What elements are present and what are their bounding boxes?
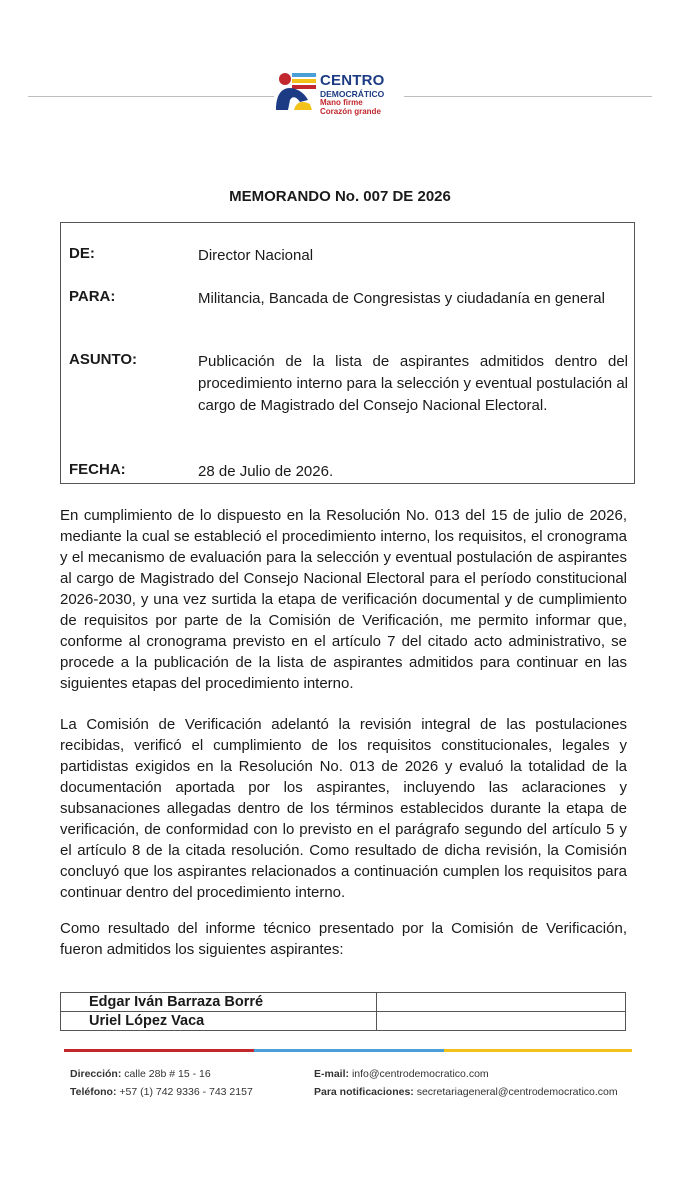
de-value: Director Nacional — [198, 247, 314, 264]
de-label: DE: — [69, 245, 95, 262]
party-logo — [274, 70, 404, 116]
para-label: PARA: — [69, 288, 116, 305]
logo-name: CENTRO — [320, 72, 385, 89]
body-paragraph-3: Como resultado del informe técnico presentado por la Comisión de Verificación, fueron admitidos los siguientes aspirantes: — [60, 920, 627, 958]
logo-slogan-1: Mano firme — [320, 98, 363, 107]
footer-phone — [70, 1086, 253, 1098]
memo-info-box — [60, 222, 635, 484]
telefono-value: +57 (1) 742 9336 - 743 2157 — [119, 1086, 253, 1098]
notificaciones-label: Para notificaciones: — [314, 1086, 414, 1098]
para-value: Militancia, Bancada de Congresistas y ciudadanía en general — [198, 290, 605, 307]
notificaciones-link[interactable]: secretariageneral@centrodemocratico.com — [416, 1086, 618, 1098]
footer-color-bar — [64, 1049, 632, 1052]
email-label: E-mail: — [314, 1068, 350, 1080]
memo-title: MEMORANDO No. 007 DE 2026 — [229, 188, 451, 205]
table-cell-empty — [377, 993, 626, 1012]
aspirante-name: Edgar Iván Barraza Borré — [61, 993, 377, 1012]
table-cell-empty — [377, 1012, 626, 1031]
party-logo-icon — [274, 70, 318, 112]
footer-email — [314, 1068, 489, 1080]
asunto-value: Publicación de la lista de aspirantes admitidos dentro del procedimiento interno para la selección y eventual postulación al cargo de Magistrado del Consejo Nacional Electoral. — [198, 353, 628, 414]
logo-slogan-2: Corazón grande — [320, 107, 381, 116]
body-paragraph-1: En cumplimiento de lo dispuesto en la Resolución No. 013 del 15 de julio de 2026, mediante la cual se estableció el procedimiento interno, los requisitos, el cronograma y el mecanismo de evaluación para la selección y eventual postulación de aspirantes al cargo de Magistrado del Consejo Nacional Electoral para el período constitucional 2026-2030, y una vez surtida la etapa de verificación documental y de cumplimiento de requisitos por parte de la Comisión de Verificación, me permito informar que, conforme al cronograma previsto en el artículo 7 del citado acto administrativo, se procede a la publicación de la lista de aspirantes admitidos para continuar en las siguientes etapas del procedimiento interno. — [60, 507, 627, 692]
telefono-label: Teléfono: — [70, 1086, 117, 1098]
aspirante-name: Uriel López Vaca — [61, 1012, 377, 1031]
footer-notifications — [314, 1086, 618, 1098]
footer-address — [70, 1068, 211, 1080]
asunto-label: ASUNTO: — [69, 351, 138, 368]
logo-subname: DEMOCRÁTICO — [320, 89, 385, 99]
fecha-value: 28 de Julio de 2026. — [198, 463, 334, 480]
table-row — [61, 1012, 626, 1031]
direccion-value: calle 28b # 15 - 16 — [124, 1068, 211, 1080]
fecha-label: FECHA: — [69, 461, 126, 478]
body-paragraph-2: La Comisión de Verificación adelantó la revisión integral de las postulaciones recibidas, verificó el cumplimiento de los requisitos constitucionales, legales y partidistas exigidos en la Resolución No. 013 de 2026 y evaluó la totalidad de la documentación aportada por los aspirantes, incluyendo las aclaraciones y subsanaciones allegadas dentro de los términos establecidos durante la etapa de verificación, de conformidad con lo previsto en el parágrafo segundo del artículo 5 y el artículo 8 de la citada resolución. Como resultado de dicha revisión, la Comisión concluyó que los aspirantes relacionados a continuación cumplen los requisitos para continuar dentro del procedimiento interno. — [60, 716, 627, 901]
email-link[interactable]: info@centrodemocratico.com — [351, 1068, 489, 1080]
direccion-label: Dirección: — [70, 1068, 122, 1080]
table-row — [61, 993, 626, 1012]
aspirantes-table — [60, 992, 626, 1031]
